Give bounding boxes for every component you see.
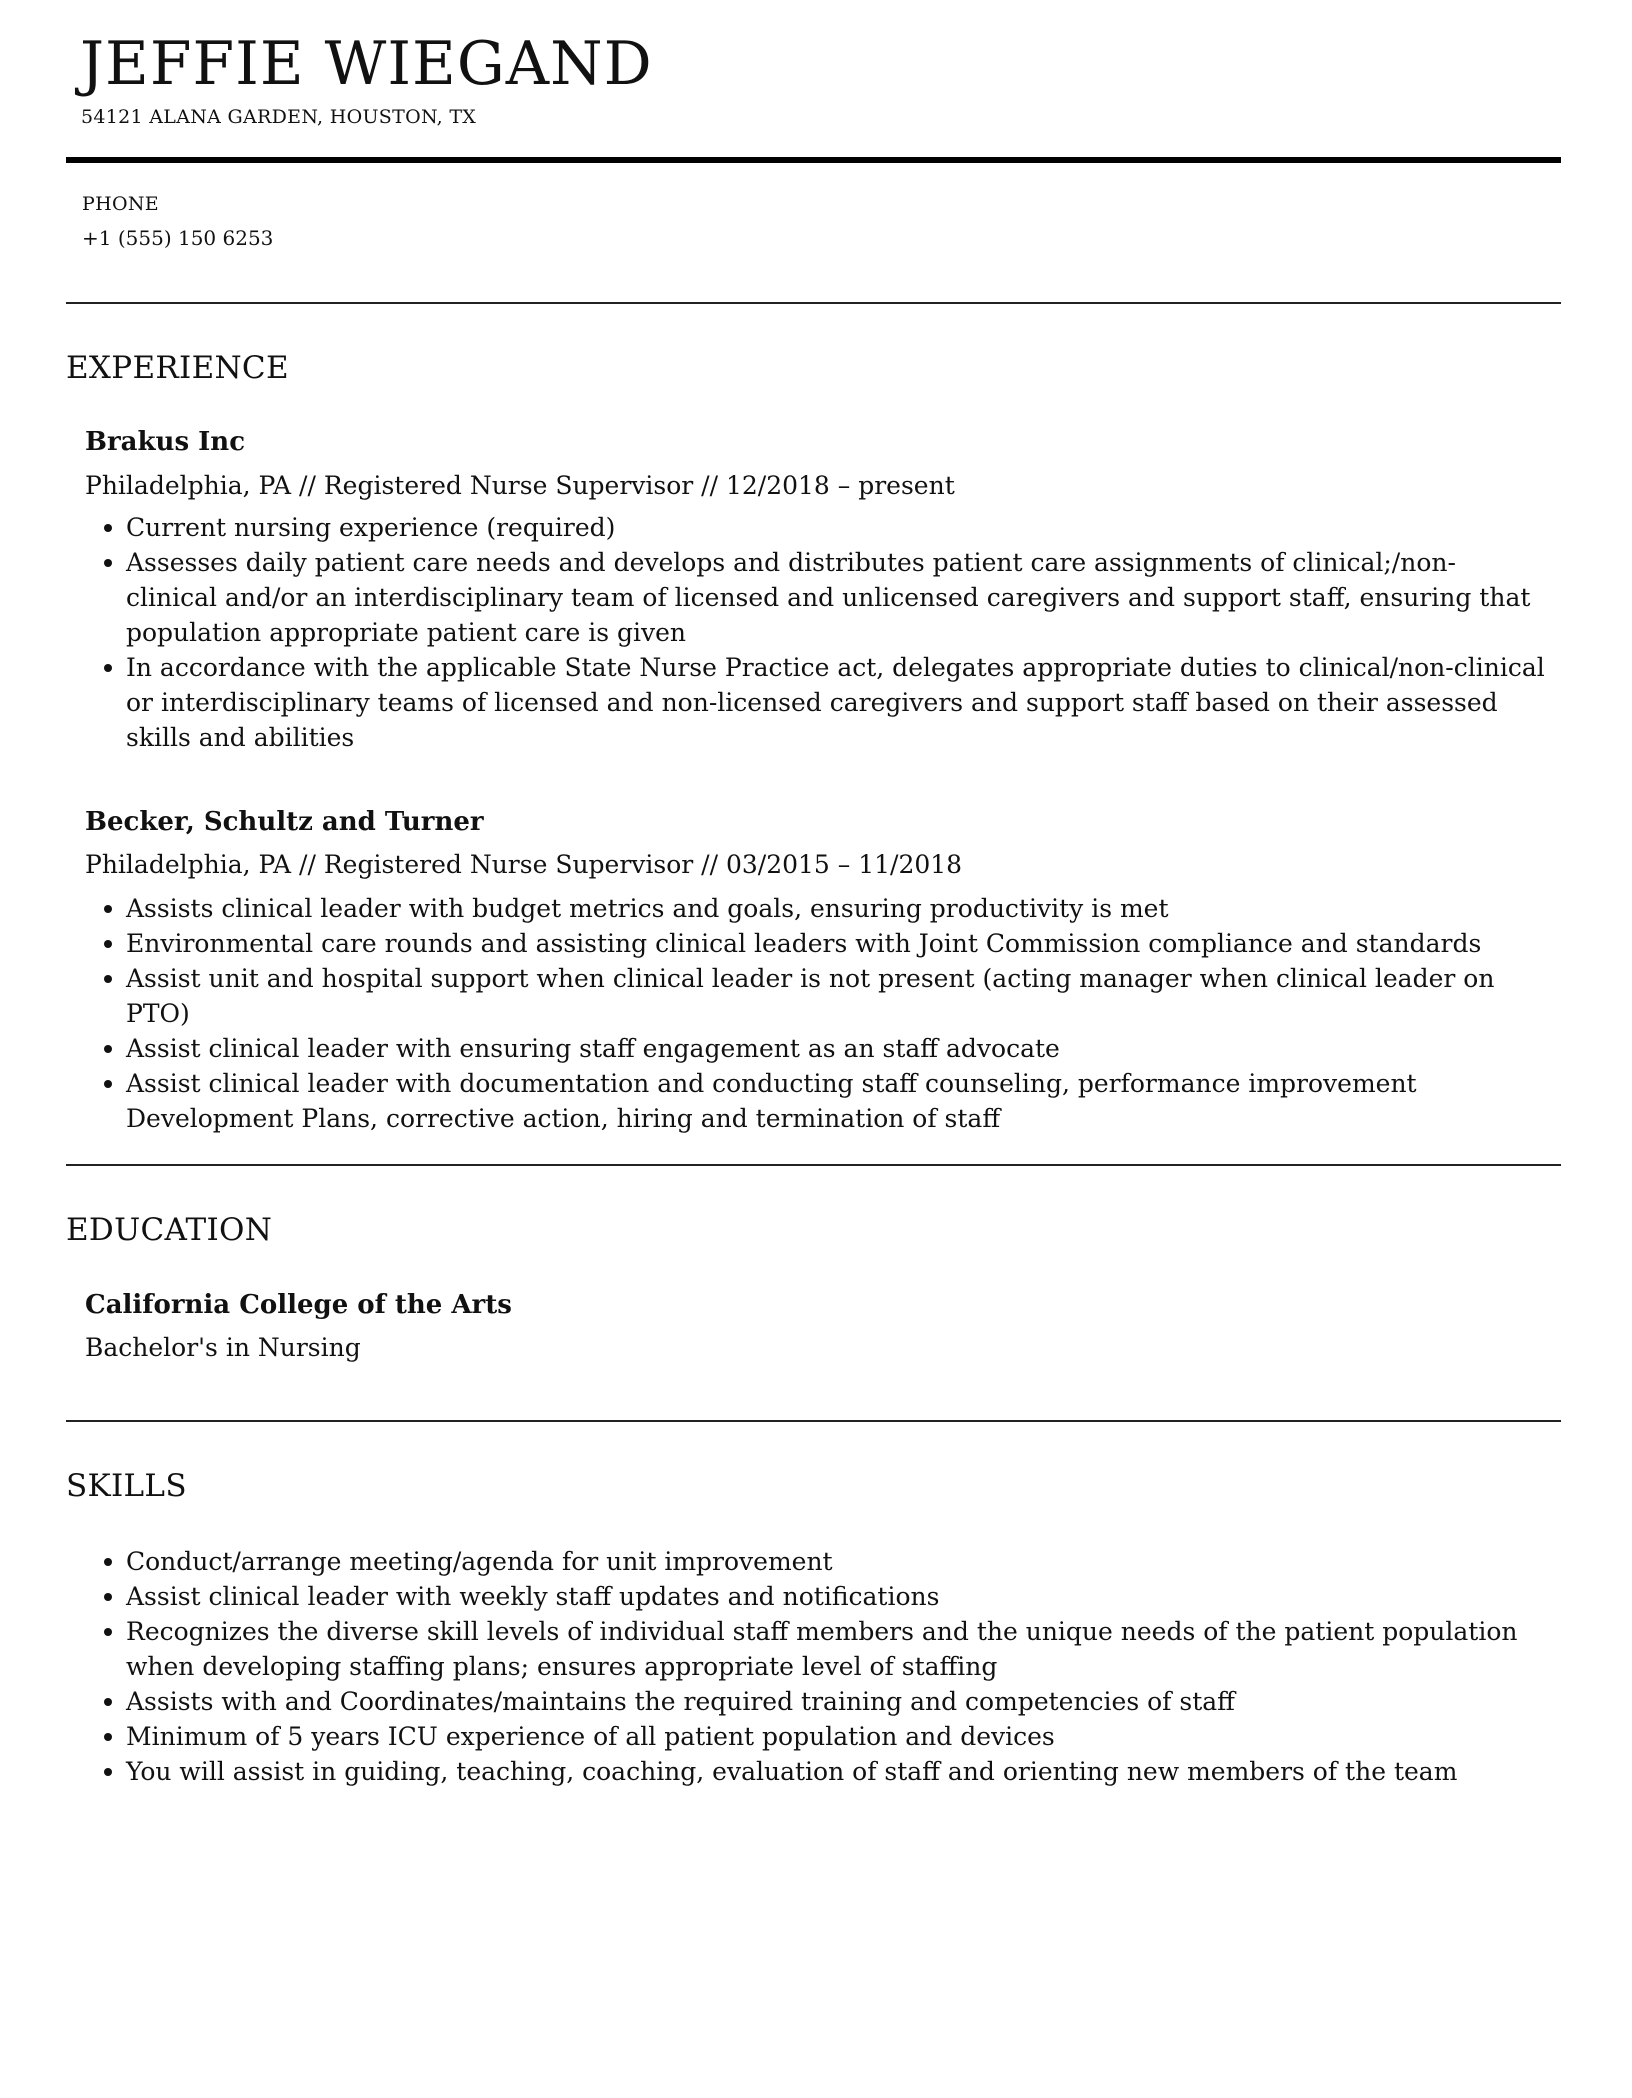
education-school: California College of the Arts xyxy=(85,1290,512,1320)
candidate-name: JEFFIE WIEGAND xyxy=(80,29,653,99)
job-meta: Philadelphia, PA // Registered Nurse Supervisor // 12/2018 – present xyxy=(85,471,955,500)
job-bullet: In accordance with the applicable State Nurse Practice act, delegates appropriate duties to clinical/non-clinical or interdisciplinary teams of licensed and non-licensed caregivers and support staff based on their assessed skills and abilities xyxy=(126,650,1546,755)
job-bullet: Assist clinical leader with documentation and conducting staff counseling, performance improvement Development Plans, corrective action, hiring and termination of staff xyxy=(126,1066,1546,1136)
header-divider xyxy=(66,157,1561,163)
job-bullet: Current nursing experience (required) xyxy=(126,510,1546,545)
job-meta: Philadelphia, PA // Registered Nurse Supervisor // 03/2015 – 11/2018 xyxy=(85,850,963,879)
education-section-title: EDUCATION xyxy=(66,1212,273,1248)
skill-item: Assists with and Coordinates/maintains the required training and competencies of staff xyxy=(126,1684,1546,1719)
job-company: Becker, Schultz and Turner xyxy=(85,807,484,837)
skills-section-title: SKILLS xyxy=(66,1468,187,1504)
experience-section-title: EXPERIENCE xyxy=(66,350,289,386)
job-bullet-list xyxy=(126,891,1546,1136)
job-bullet: Assist unit and hospital support when clinical leader is not present (acting manager when clinical leader on PTO) xyxy=(126,961,1546,1031)
candidate-address: 54121 ALANA GARDEN, HOUSTON, TX xyxy=(81,106,477,128)
skill-item: Minimum of 5 years ICU experience of all patient population and devices xyxy=(126,1719,1546,1754)
phone-label: PHONE xyxy=(82,193,159,215)
job-bullet: Environmental care rounds and assisting clinical leaders with Joint Commission compliance and standards xyxy=(126,926,1546,961)
contact-divider xyxy=(66,302,1561,304)
phone-value: +1 (555) 150 6253 xyxy=(82,226,274,250)
experience-divider xyxy=(66,1164,1561,1166)
education-divider xyxy=(66,1420,1561,1422)
skill-item: Conduct/arrange meeting/agenda for unit improvement xyxy=(126,1544,1546,1579)
job-bullet-list xyxy=(126,510,1546,755)
job-bullet: Assesses daily patient care needs and develops and distributes patient care assignments of clinical;/non-clinical and/or an interdisciplinary team of licensed and unlicensed caregivers and support staff, ensuring that population appropriate patient care is given xyxy=(126,545,1546,650)
education-degree: Bachelor's in Nursing xyxy=(85,1333,361,1362)
job-bullet: Assist clinical leader with ensuring staff engagement as an staff advocate xyxy=(126,1031,1546,1066)
skills-bullet-list xyxy=(126,1544,1546,1789)
skill-item: Recognizes the diverse skill levels of individual staff members and the unique needs of the patient population when developing staffing plans; ensures appropriate level of staffing xyxy=(126,1614,1546,1684)
job-bullet: Assists clinical leader with budget metrics and goals, ensuring productivity is met xyxy=(126,891,1546,926)
job-company: Brakus Inc xyxy=(85,427,246,457)
skill-item: You will assist in guiding, teaching, coaching, evaluation of staff and orienting new members of the team xyxy=(126,1754,1546,1789)
skill-item: Assist clinical leader with weekly staff updates and notifications xyxy=(126,1579,1546,1614)
